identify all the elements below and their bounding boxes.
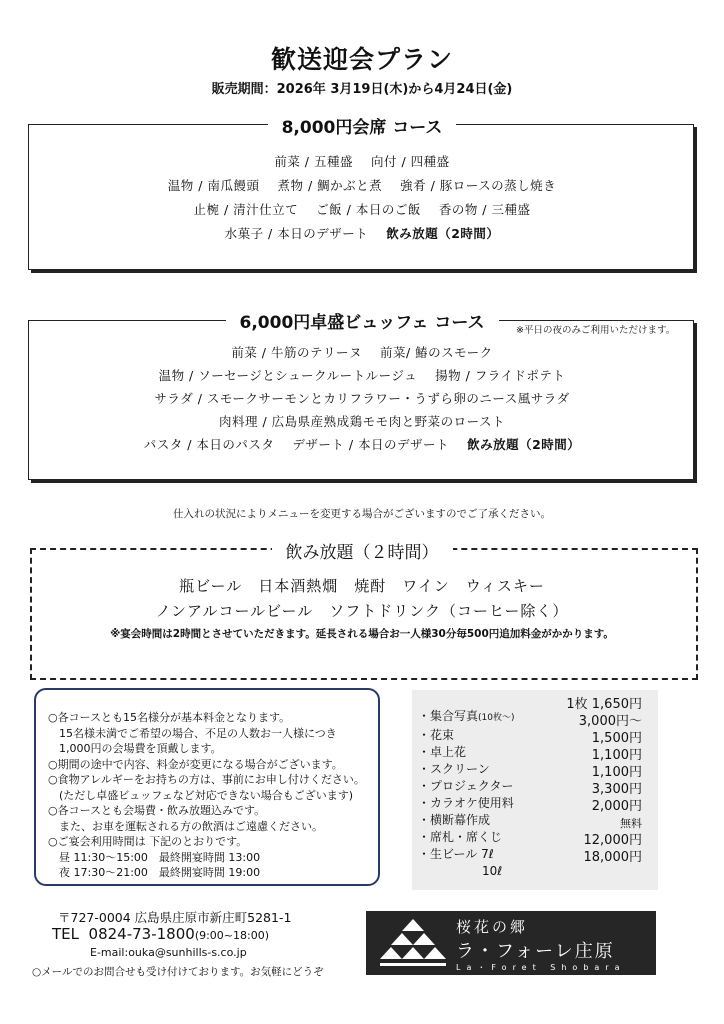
price-value: 12,000円: [583, 833, 642, 848]
mountain-logo-icon: [376, 917, 450, 971]
course2-note: ※平日の夜のみご利用いただけます。: [516, 325, 676, 336]
menu-item: デザート / 本日のデザート: [292, 437, 450, 452]
logo-line2: ラ・フォーレ庄原: [456, 941, 615, 962]
email-link[interactable]: E-mail:ouka@sunhills-s.co.jp: [90, 946, 247, 959]
menu-item: 煮物 / 鯛かぶと煮: [277, 178, 383, 193]
price-value: 2,000円: [591, 799, 642, 814]
drinks-title-wrap: [0, 538, 724, 563]
price-item: ・生ビール 7ℓ: [418, 847, 494, 861]
course1-line-3: [0, 200, 724, 218]
course1-line-2: [0, 176, 724, 194]
course2-line-3: [0, 389, 724, 407]
info-line: ○食物アレルギーをお持ちの方は、事前にお申し付けください。: [48, 773, 365, 786]
price-value: 1枚 1,650円: [566, 697, 642, 712]
menu-item: ご飯 / 本日のご飯: [316, 202, 421, 217]
price-item: ・卓上花: [418, 745, 467, 759]
menu-item: 揚物 / フライドポテト: [435, 368, 566, 383]
course2-line-5: [0, 435, 724, 453]
sales-period: 販売期間：2026年 3月19日(木)から4月24日(金): [211, 82, 513, 97]
price-item: ・席札・席くじ: [418, 830, 503, 844]
menu-item: 温物 / ソーセージとシュークルートルージュ: [158, 368, 418, 383]
tel-number[interactable]: 0824-73-1800: [88, 925, 195, 943]
price-item: 10ℓ: [482, 864, 503, 878]
price-item: ・スクリーン: [418, 762, 490, 776]
menu-change-notice: 仕入れの状況によりメニューを変更する場合がございますのでご了承ください。: [173, 508, 551, 520]
course1-drink: 飲み放題（2時間）: [386, 226, 500, 241]
info-line: (ただし卓盛ビュッフェなど対応できない場合もございます): [48, 788, 354, 802]
course2-title: 6,000円卓盛ビュッフェ コース: [226, 313, 499, 333]
photo-note: (10枚～): [478, 713, 515, 723]
price-value: 1,500円: [591, 731, 642, 746]
price-item: ・花束: [418, 728, 455, 742]
drinks-line-2: ノンアルコールビール ソフトドリンク（コーヒー除く）: [155, 602, 569, 620]
course1-line-1: [0, 152, 724, 170]
menu-item: 止椀 / 清汁仕立て: [193, 202, 299, 217]
logo-line1: 桜花の郷: [456, 918, 529, 936]
course2-line-4: [0, 412, 724, 430]
course1-title: 8,000円会席 コース: [268, 118, 457, 138]
menu-item: パスタ / 本日のパスタ: [143, 437, 275, 452]
info-line: 昼 11:30～15:00 最終開宴時間 13:00: [48, 850, 261, 864]
course1-line-4: [0, 224, 724, 242]
price-value: 3,000円～: [578, 714, 642, 729]
price-value: 1,100円: [591, 748, 642, 763]
drinks-line-1: 瓶ビール 日本酒熱燗 焼酎 ワイン ウィスキー: [179, 577, 545, 595]
info-line: 夜 17:30～21:00 最終開宴時間 19:00: [48, 866, 261, 879]
tel-hours: (9:00~18:00): [194, 929, 270, 942]
info-line: ○期間の途中で内容、料金が変更になる場合がございます。: [48, 757, 343, 771]
info-line: ○各コースとも15名様分が基本料金となります。: [48, 711, 291, 724]
info-line: また、お車を運転される方の飲酒はご遠慮ください。: [48, 819, 323, 833]
menu-item: 前菜 / 五種盛: [274, 154, 353, 169]
info-list: [48, 710, 368, 881]
menu-item: 水菓子 / 本日のデザート: [224, 226, 369, 241]
page-title: 歓送迎会プラン: [270, 45, 453, 74]
price-value: 18,000円: [583, 850, 642, 865]
price-items: [418, 708, 515, 880]
course1-frame: [28, 124, 694, 270]
price-value: 3,300円: [591, 782, 642, 797]
menu-item: 温物 / 南瓜饅頭: [167, 178, 260, 193]
telephone[interactable]: [52, 925, 269, 943]
menu-item: 強肴 / 豚ロースの蒸し焼き: [400, 178, 557, 193]
price-item: ・プロジェクター: [418, 779, 514, 793]
logo-english: La・Foret Shobara: [456, 963, 626, 972]
price-value: 無料: [620, 817, 642, 830]
course1-title-wrap: [0, 113, 724, 138]
tel-label: TEL: [52, 925, 79, 943]
course2-line-2: [0, 366, 724, 384]
address: 〒727-0004 広島県庄原市新庄町5281-1: [58, 910, 292, 925]
price-item: ・集合写真(10枚～): [418, 709, 515, 723]
info-line: ○ご宴会利用時間は 下記のとおりです。: [48, 835, 248, 848]
drinks-note: ※宴会時間は2時間とさせていただきます。延長される場合お一人様30分毎500円追加料金がかかります。: [110, 628, 614, 640]
price-value: 1,100円: [591, 765, 642, 780]
course2-drink: 飲み放題（2時間）: [467, 437, 581, 452]
menu-item: 前菜 / 牛筋のテリーヌ: [231, 345, 362, 360]
menu-item: 前菜/ 鰆のスモーク: [379, 345, 493, 360]
price-item: ・横断幕作成: [418, 813, 491, 827]
price-values: [520, 696, 642, 866]
menu-item: 香の物 / 三種盛: [438, 202, 531, 217]
price-item: ・カラオケ使用料: [418, 796, 514, 810]
logo-text: [456, 916, 615, 963]
course2-line-1: [0, 343, 724, 361]
mail-note: ○メールでのお問合せも受け付けております。お気軽にどうぞ: [32, 966, 324, 978]
menu-item: 向付 / 四種盛: [371, 154, 450, 169]
menu-item: 肉料理 / 広島県産熟成鶏モモ肉と野菜のロースト: [218, 414, 506, 429]
info-line: ○各コースとも会場費・飲み放題込みです。: [48, 804, 266, 817]
info-line: 15名様未満でご希望の場合、不足の人数お一人様につき: [48, 726, 337, 740]
info-line: 1,000円の会場費を頂戴します。: [48, 742, 222, 755]
drinks-title: 飲み放題（２時間）: [272, 543, 453, 563]
menu-item: サラダ / スモークサーモンとカリフラワー・うずら卵のニース風サラダ: [154, 391, 570, 406]
